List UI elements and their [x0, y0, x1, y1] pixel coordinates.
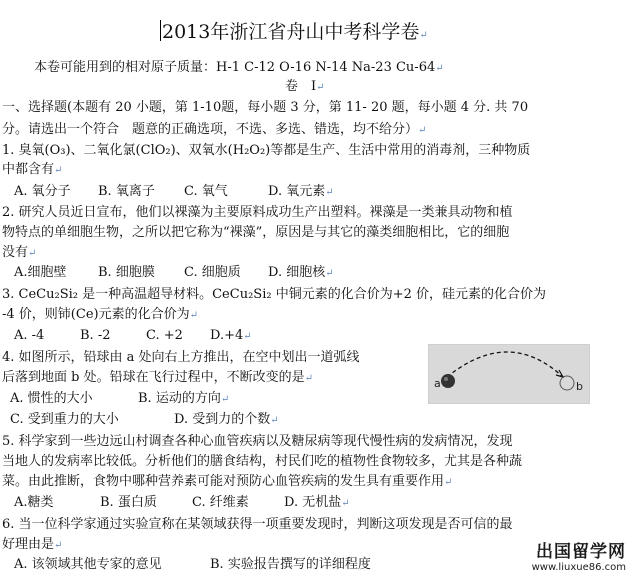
site-watermark-logo: [496, 537, 626, 573]
paragraph-mark-icon: ↵: [54, 540, 63, 551]
paragraph-mark-icon: ↵: [341, 498, 350, 509]
option-d: D. 无机盐: [284, 495, 342, 510]
paragraph-mark-icon: ↵: [270, 415, 279, 426]
option-d: D. 受到力的个数: [174, 412, 271, 427]
option-a: A. 惯性的大小: [10, 391, 93, 406]
question-4-line-1: [2, 350, 360, 366]
question-text: -4 价，则铈(Ce)元素的化合价为: [2, 307, 190, 322]
question-text: 好理由是: [2, 537, 55, 552]
question-5-options: [14, 495, 350, 512]
trajectory-diagram: [429, 345, 589, 403]
ball-highlight: [444, 377, 448, 381]
option-b: B. 蛋白质: [100, 495, 157, 510]
question-text: 4. 如图所示，铅球由 a 处向右上方推出，在空中划出一道弧线: [2, 350, 360, 365]
question-text: 没有: [2, 245, 29, 260]
instructions-line-2: [2, 122, 426, 139]
option-d: D.+4: [210, 328, 244, 343]
question-6-line-1: [2, 517, 513, 533]
watermark-name: 出国留学网: [536, 542, 626, 562]
shot-put-trajectory-figure: [428, 344, 590, 404]
question-2-line-1: [2, 205, 513, 221]
question-4-line-2: [2, 370, 313, 387]
option-b: B. 实验报告撰写的详细程度: [210, 557, 371, 572]
question-text: 菜。由此推断，食物中哪种营养素可能对预防心血管疾病的发生具有重要作用: [2, 474, 445, 489]
question-text: 3. CeCu₂Si₂ 是一种高温超导材料。CeCu₂Si₂ 中铜元素的化合价为+2 价，硅元素的化合价为: [2, 287, 546, 302]
option-a: A. 氧分子: [14, 184, 71, 199]
document-title-line: [160, 20, 428, 48]
atomic-masses: 本卷可能用到的相对原子质量：H-1 C-12 O-16 N-14 Na-23 Cu-64: [34, 60, 436, 75]
option-a: A.糖类: [14, 495, 54, 510]
text-cursor: [160, 20, 161, 41]
question-text: 5. 科学家到一些边远山村调查各种心血管疾病以及糖尿病等现代慢性病的发病情况，发现: [2, 434, 513, 449]
landing-ball-outline-icon: [560, 376, 574, 390]
option-d: D. 细胞核: [268, 265, 326, 280]
question-3-line-2: [2, 307, 198, 324]
question-1-line-2: [2, 162, 62, 179]
section-label: 卷 I: [285, 79, 317, 94]
option-c: C. 细胞质: [184, 265, 241, 280]
point-a-label: a: [434, 377, 441, 390]
question-5-line-1: [2, 434, 513, 450]
question-text: 物特点的单细胞生物，之所以把它称为“裸藻”，原因是与其它的藻类细胞相比，它的细胞: [2, 225, 510, 240]
instructions-line-1: [2, 100, 528, 116]
question-6-options: [14, 557, 371, 573]
question-2-line-3: [2, 245, 36, 262]
paragraph-mark-icon: ↵: [418, 125, 427, 136]
paragraph-mark-icon: ↵: [325, 187, 334, 198]
paragraph-mark-icon: ↵: [304, 373, 313, 384]
paragraph-mark-icon: ↵: [325, 268, 334, 279]
section-label-line: [285, 79, 325, 96]
option-b: B. 氧离子: [98, 184, 155, 199]
paragraph-mark-icon: ↵: [435, 63, 444, 74]
instructions-text: 分。请选出一个符合 题意的正确选项，不选、多选、错选，均不给分）: [2, 122, 419, 137]
question-1-line-1: [2, 143, 530, 159]
paragraph-mark-icon: ↵: [189, 310, 198, 321]
option-c: C. 受到重力的大小: [10, 412, 119, 427]
instructions-text: 一、选择题(本题有 20 小题，第 1-10题，每小题 3 分，第 11- 20 题，每小题 4 分. 共 70: [2, 100, 529, 115]
option-a: A. -4: [14, 328, 45, 343]
question-text: 后落到地面 b 处。铅球在飞行过程中，不断改变的是: [2, 370, 305, 385]
question-2-line-2: [2, 225, 509, 241]
document-title: 2013年浙江省舟山中考科学卷: [162, 21, 420, 43]
trajectory-arc: [447, 352, 563, 377]
option-b: B. 细胞膜: [98, 265, 155, 280]
question-4-options-row-2: [10, 412, 279, 429]
question-3-options: [14, 328, 252, 345]
paragraph-mark-icon: ↵: [243, 331, 252, 342]
question-text: 中都含有: [2, 162, 55, 177]
paragraph-mark-icon: ↵: [444, 477, 453, 488]
question-text: 6. 当一位科学家通过实验宣称在某领域获得一项重要发现时，判断这项发现是否可信的最: [2, 517, 513, 532]
paragraph-mark-icon: ↵: [419, 30, 428, 41]
option-b: B. -2: [80, 328, 111, 343]
shot-put-ball-icon: [441, 374, 455, 388]
point-b-label: b: [576, 380, 583, 393]
question-6-line-2: [2, 537, 62, 554]
question-text: 当地人的发病率比较低。分析他们的膳食结构，村民们吃的植物性食物较多，尤其是各种蔬: [2, 454, 523, 469]
paragraph-mark-icon: ↵: [220, 394, 230, 405]
question-1-options: [14, 184, 334, 201]
atomic-masses-line: [34, 60, 444, 77]
question-4-options-row-1: [10, 391, 229, 408]
question-text: 1. 臭氧(O₃)、二氧化氯(ClO₂)、双氧水(H₂O₂)等都是生产、生活中常用的消毒剂，三种物质: [2, 143, 531, 158]
question-2-options: [14, 265, 334, 282]
option-c: C. +2: [146, 328, 183, 343]
paragraph-mark-icon: ↵: [28, 248, 37, 259]
option-b: B. 运动的方向: [138, 391, 221, 406]
paragraph-mark-icon: ↵: [316, 82, 325, 93]
option-a: A. 该领域其他专家的意见: [14, 557, 162, 572]
option-a: A.细胞壁: [14, 265, 67, 280]
question-text: 2. 研究人员近日宣布，他们以裸藻为主要原料成功生产出塑料。裸藻是一类兼具动物和植: [2, 205, 513, 220]
paragraph-mark-icon: ↵: [54, 165, 63, 176]
question-5-line-2: [2, 454, 522, 470]
question-3-line-1: [2, 287, 546, 303]
watermark-url: www.liuxue86.com: [531, 562, 626, 573]
question-5-line-3: [2, 474, 452, 491]
option-c: C. 氧气: [184, 184, 228, 199]
option-c: C. 纤维素: [192, 495, 249, 510]
option-d: D. 氧元素: [268, 184, 326, 199]
